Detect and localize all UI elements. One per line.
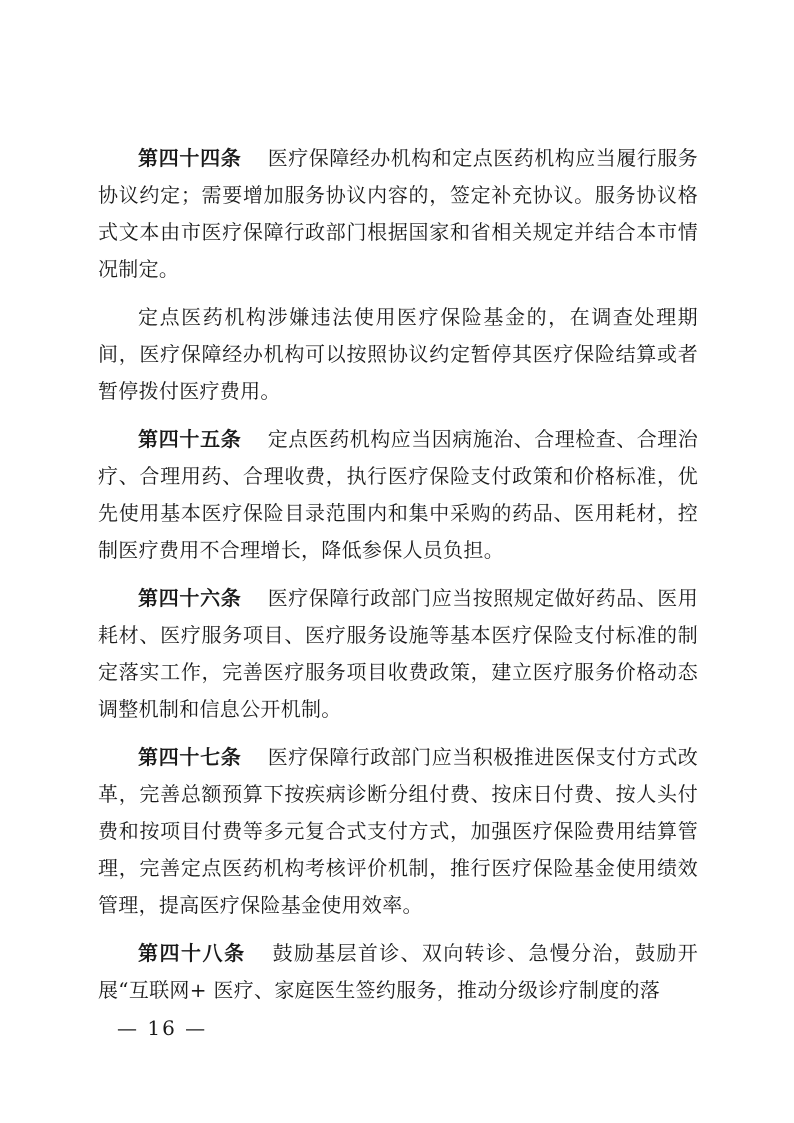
paragraph-article-45 <box>98 421 698 569</box>
article-heading: 第四十六条 <box>138 586 242 610</box>
article-heading: 第四十四条 <box>138 146 242 170</box>
paragraph-article-46 <box>98 580 698 728</box>
paragraph-text: 定点医药机构应当因病施治、合理检查、合理治疗、合理用药、合理收费，执行医疗保险支付政策和价格标准，优先使用基本医疗保险目录范围内和集中采购的药品、医用耗材，控制医疗费用不合理增长，降低参保人员负担。 <box>98 427 698 562</box>
article-heading: 第四十七条 <box>138 745 242 769</box>
article-heading: 第四十五条 <box>138 427 242 451</box>
paragraph-text: 医疗保障经办机构和定点医药机构应当履行服务协议约定；需要增加服务协议内容的，签定补充协议。服务协议格式文本由市医疗保障行政部门根据国家和省相关规定并结合本市情况制定。 <box>98 146 698 281</box>
paragraph-text: 医疗保障行政部门应当按照规定做好药品、医用耗材、医疗服务项目、医疗服务设施等基本医疗保险支付标准的制定落实工作，完善医疗服务项目收费政策，建立医疗服务价格动态调整机制和信息公开机制。 <box>98 586 698 721</box>
paragraph-text: 医疗保障行政部门应当积极推进医保支付方式改革，完善总额预算下按疾病诊断分组付费、按床日付费、按人头付费和按项目付费等多元复合式支付方式，加强医疗保险费用结算管理，完善定点医药机构考核评价机制，推行医疗保险基金使用绩效管理，提高医疗保险基金使用效率。 <box>98 745 698 917</box>
paragraph-article-47 <box>98 739 698 924</box>
paragraph-article-48 <box>98 935 698 1009</box>
document-body <box>98 140 698 1009</box>
paragraph-article-44 <box>98 140 698 288</box>
paragraph-text: 定点医药机构涉嫌违法使用医疗保险基金的，在调查处理期间，医疗保障经办机构可以按照协议约定暂停其医疗保险结算或者暂停拨付医疗费用。 <box>98 305 698 403</box>
article-heading: 第四十八条 <box>138 941 246 965</box>
paragraph-article-44-cont <box>98 299 698 410</box>
paragraph-text: 鼓励基层首诊、双向转诊、急慢分治，鼓励开展“互联网+ 医疗、家庭医生签约服务，推动分级诊疗制度的落 <box>98 941 699 1002</box>
page-number: — 16 — <box>117 1016 208 1040</box>
